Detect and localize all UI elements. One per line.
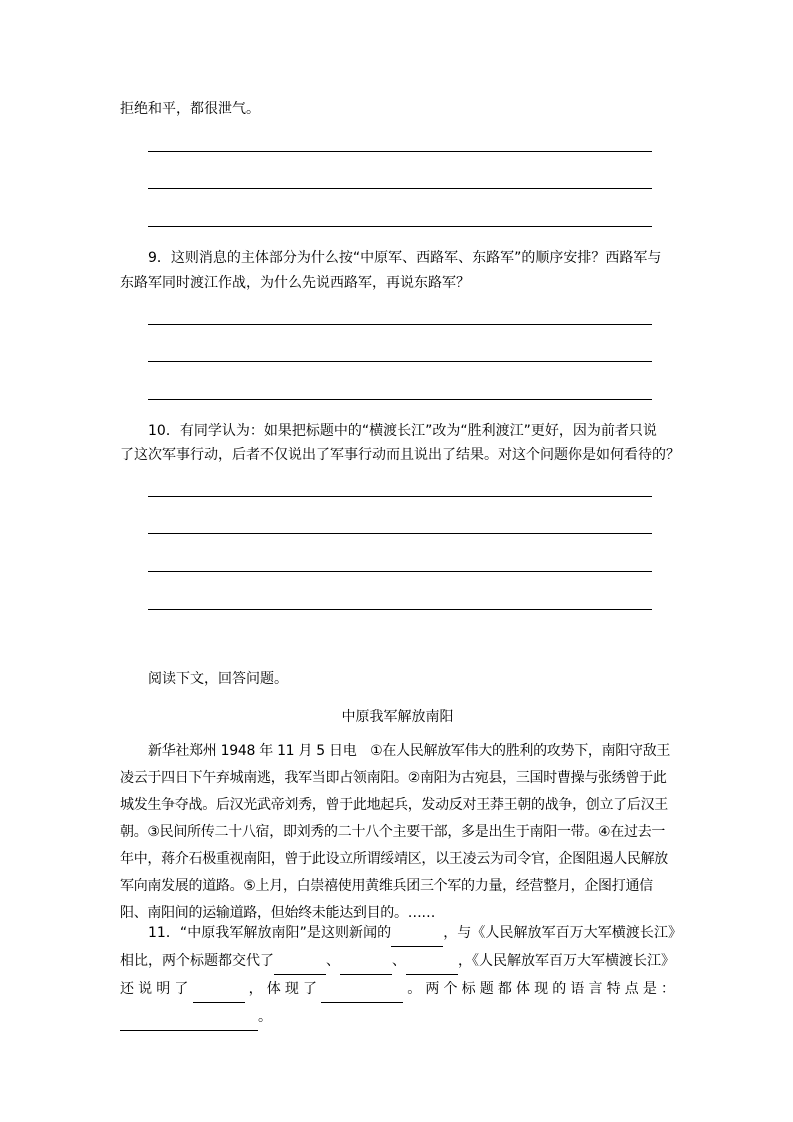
answer-blank[interactable] [274, 958, 326, 975]
q11-text: ，与《人民解放军百万大军横渡长江》相比，两个标题都交代了 [120, 925, 675, 969]
question-10-line-2: 了这次军事行动，后者不仅说出了军事行动而且说出了结果。对这个问题你是如何看待的？ [120, 447, 680, 463]
reading-instruction: 阅读下文，回答问题。 [148, 671, 288, 687]
answer-line [148, 609, 652, 610]
q11-text: ，体现了 [244, 981, 322, 997]
answer-line [148, 533, 652, 534]
q11-text: ，《人民解放军百万大军横渡长江》还说明了 [120, 953, 675, 997]
answer-blank[interactable] [406, 958, 458, 975]
answer-line [148, 571, 652, 572]
answer-line [148, 324, 652, 325]
previous-answer-tail: 拒绝和平，都很泄气。 [120, 101, 260, 117]
answer-line [148, 188, 652, 189]
answer-line [148, 496, 652, 497]
question-9-line-2: 东路军同时渡江作战，为什么先说西路军，再说东路军？ [120, 275, 470, 291]
question-10-line-1: 10．有同学认为：如果把标题中的“横渡长江”改为“胜利渡江”更好，因为前者只说 [148, 423, 657, 439]
answer-blank[interactable] [193, 986, 245, 1003]
answer-blank[interactable] [321, 986, 403, 1003]
question-9-line-1: 9．这则消息的主体部分为什么按“中原军、西路军、东路军”的顺序安排？西路军与 [148, 250, 662, 266]
q11-text: 11．“中原我军解放南阳”是这则新闻的 [148, 925, 392, 941]
answer-line [148, 361, 652, 362]
answer-blank[interactable] [120, 1014, 258, 1031]
answer-line [148, 399, 652, 400]
article-title: 中原我军解放南阳 [341, 709, 454, 725]
question-11 [120, 919, 675, 1031]
answer-line [148, 226, 652, 227]
answer-blank[interactable] [340, 958, 392, 975]
answer-blank[interactable] [391, 930, 443, 947]
answer-line [148, 151, 652, 152]
q11-text: 、 [392, 953, 406, 969]
q11-text: 。两个标题都体现的语言特点是： [403, 981, 675, 997]
q11-text: 。 [258, 1009, 272, 1025]
q11-text: 、 [326, 953, 340, 969]
article-body: 新华社郑州 1948 年 11 月 5 日电 ①在人民解放军伟大的胜利的攻势下，南阳守敌王凌云于四日下午弃城南逃，我军当即占领南阳。②南阳为古宛县，三国时曹操与张绣曾于此城发生争夺战。后汉光武帝刘秀，曾于此地起兵，发动反对王莽王朝的战争，创立了后汉王朝。③民间所传二十八宿，即刘秀的二十八个主要干部，多是出生于南阳一带。④在过去一年中，蒋介石极重视南阳，曾于此设立所谓绥靖区，以王凌云为司令官，企图阻遏人民解放军向南发展的道路。⑤上月，白崇禧使用黄维兵团三个军的力量，经营整月，企图打通信阳、南阳间的运输道路，但始终未能达到目的。…… [120, 743, 671, 921]
